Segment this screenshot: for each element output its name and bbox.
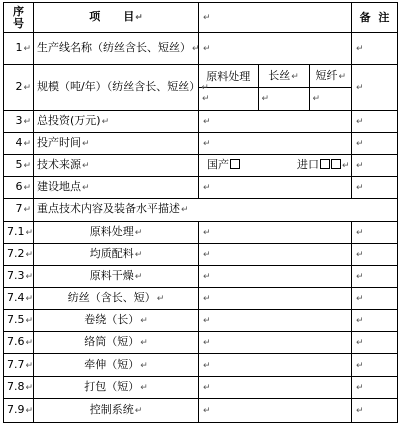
- table-row: [4, 33, 398, 65]
- return-mark: ↵: [25, 338, 34, 349]
- remark-cell[interactable]: [352, 33, 398, 65]
- row-label: [34, 243, 199, 265]
- return-mark: ↵: [134, 227, 143, 238]
- cell-text: 控制系统: [89, 402, 134, 416]
- cell-text: 长丝: [268, 68, 291, 82]
- table-row: [4, 243, 398, 265]
- row-label: [34, 265, 199, 287]
- cell-text: 7.8: [7, 379, 25, 393]
- cell-text: 重点技术内容及装备水平描述: [37, 202, 180, 216]
- subheader-staple: [309, 65, 352, 87]
- project-info-table: [3, 2, 398, 423]
- cell-text: 投产时间: [37, 135, 81, 149]
- header-remark-text: 备 注: [359, 11, 390, 25]
- return-mark: ↵: [25, 382, 34, 393]
- value-cell[interactable]: [199, 221, 352, 243]
- table-row: [4, 221, 398, 243]
- return-mark: ↵: [356, 83, 364, 94]
- return-mark: ↵: [25, 294, 34, 305]
- header-item: [34, 3, 199, 33]
- table-row: [4, 398, 398, 422]
- remark-cell[interactable]: [352, 155, 398, 177]
- scale-raw-input[interactable]: [199, 88, 258, 110]
- return-mark: ↵: [203, 405, 211, 416]
- row-label: [34, 65, 209, 110]
- cell-text: 牵伸（短）: [84, 357, 140, 371]
- return-mark: ↵: [23, 116, 31, 127]
- cell-text: 纺丝（含长、短）: [67, 291, 156, 305]
- row-number: [4, 132, 34, 154]
- value-cell[interactable]: [199, 243, 352, 265]
- value-cell[interactable]: [199, 287, 352, 309]
- row-label: [34, 132, 199, 154]
- return-mark: ↵: [140, 338, 148, 349]
- return-mark: ↵: [156, 294, 165, 305]
- return-mark: ↵: [25, 227, 34, 238]
- return-mark: ↵: [356, 44, 364, 55]
- header-blank: [199, 3, 352, 33]
- return-mark: ↵: [356, 338, 364, 349]
- row-label: [34, 110, 199, 132]
- return-mark: ↵: [203, 382, 211, 393]
- table-row: [4, 376, 398, 398]
- row-number: [4, 287, 34, 309]
- remark-cell[interactable]: [352, 243, 398, 265]
- table-row: [4, 265, 398, 287]
- value-cell[interactable]: [199, 132, 352, 154]
- row-number: [4, 65, 34, 110]
- row-number: [4, 177, 34, 199]
- return-mark: ↵: [23, 183, 31, 194]
- cell-text: 2: [15, 80, 23, 94]
- row-label: [34, 221, 199, 243]
- return-mark: ↵: [23, 83, 31, 94]
- imported-label: 进口: [297, 158, 319, 172]
- table-row: [4, 65, 398, 110]
- domestic-label: 国产: [207, 158, 229, 172]
- row-label: [34, 177, 199, 199]
- row-label: [34, 310, 199, 332]
- row-number: [4, 33, 34, 65]
- return-mark: ↵: [23, 205, 31, 216]
- return-mark: ↵: [356, 161, 364, 172]
- return-mark: ↵: [140, 360, 148, 371]
- cell-text: 技术来源: [37, 158, 81, 172]
- return-mark: ↵: [356, 116, 364, 127]
- remark-cell[interactable]: [352, 65, 398, 110]
- return-mark: ↵: [312, 94, 321, 105]
- return-mark: ↵: [25, 316, 34, 327]
- table-row: [4, 132, 398, 154]
- row-number: [4, 354, 34, 376]
- domestic-checkbox[interactable]: [230, 159, 240, 169]
- return-mark: ↵: [135, 13, 143, 24]
- scale-filament-input[interactable]: [258, 88, 309, 110]
- return-mark: ↵: [140, 316, 148, 327]
- cell-text: 7.2: [7, 246, 25, 260]
- return-mark: ↵: [342, 161, 350, 172]
- return-mark: ↵: [356, 382, 364, 393]
- row-number: [4, 155, 34, 177]
- return-mark: ↵: [203, 13, 211, 24]
- return-mark: ↵: [291, 71, 299, 82]
- return-mark: ↵: [23, 44, 31, 55]
- return-mark: ↵: [203, 138, 211, 149]
- return-mark: ↵: [203, 316, 211, 327]
- cell-text: 7.5: [7, 313, 25, 327]
- cell-text: 3: [15, 113, 23, 127]
- remark-cell[interactable]: [352, 265, 398, 287]
- row-label: [34, 354, 199, 376]
- cell-text: 7.3: [7, 268, 25, 282]
- value-cell[interactable]: [199, 332, 352, 354]
- row-number: [4, 243, 34, 265]
- row-number: [4, 376, 34, 398]
- return-mark: ↵: [140, 382, 148, 393]
- cell-text: 7.6: [7, 335, 25, 349]
- return-mark: ↵: [203, 294, 211, 305]
- cell-text: 原料处理: [206, 69, 251, 83]
- scale-staple-input[interactable]: [309, 88, 352, 110]
- return-mark: ↵: [261, 94, 270, 105]
- return-mark: ↵: [23, 161, 31, 172]
- return-mark: ↵: [356, 183, 364, 194]
- header-remark: [352, 3, 398, 33]
- table-row: [4, 177, 398, 199]
- value-cell[interactable]: [199, 376, 352, 398]
- return-mark: ↵: [25, 249, 34, 260]
- return-mark: ↵: [203, 249, 211, 260]
- row-number: [4, 310, 34, 332]
- table-row: [4, 287, 398, 309]
- cell-text: 5: [15, 158, 23, 172]
- return-mark: ↵: [82, 138, 90, 149]
- tech-source-options: [199, 155, 352, 177]
- remark-cell[interactable]: [352, 110, 398, 132]
- header-seq-text: 序号: [13, 4, 24, 30]
- remark-cell[interactable]: [352, 354, 398, 376]
- cell-text: 络筒（短）: [84, 335, 140, 349]
- return-mark: ↵: [203, 116, 211, 127]
- row-label: [34, 33, 199, 65]
- return-mark: ↵: [356, 405, 364, 416]
- return-mark: ↵: [203, 271, 211, 282]
- return-mark: ↵: [192, 44, 200, 55]
- remark-cell[interactable]: [352, 310, 398, 332]
- return-mark: ↵: [203, 360, 211, 371]
- cell-text: 4: [15, 135, 23, 149]
- cell-text: 7: [15, 202, 23, 216]
- value-cell[interactable]: [199, 110, 352, 132]
- cell-text: 总投资(万元): [37, 113, 101, 127]
- cell-text: 打包（短）: [84, 379, 140, 393]
- cell-text: 规模（吨/年）（纺丝含长、短丝）: [37, 80, 201, 94]
- return-mark: ↵: [203, 44, 211, 55]
- return-mark: ↵: [356, 138, 364, 149]
- return-mark: ↵: [25, 360, 34, 371]
- row-number: [4, 332, 34, 354]
- return-mark: ↵: [23, 138, 31, 149]
- cell-text: 原料处理: [89, 224, 134, 238]
- header-row: [4, 3, 398, 33]
- return-mark: ↵: [203, 183, 211, 194]
- row-number: [4, 110, 34, 132]
- table-row: [4, 110, 398, 132]
- return-mark: ↵: [25, 405, 34, 416]
- value-cell[interactable]: [199, 310, 352, 332]
- row-label: [34, 155, 199, 177]
- table-row: [4, 310, 398, 332]
- remark-cell[interactable]: [352, 221, 398, 243]
- return-mark: ↵: [356, 316, 364, 327]
- return-mark: ↵: [338, 71, 347, 82]
- remark-cell[interactable]: [352, 332, 398, 354]
- row-number: [4, 398, 34, 422]
- row-label: [34, 332, 199, 354]
- header-seq: [4, 3, 34, 33]
- value-cell[interactable]: [199, 265, 352, 287]
- cell-text: 6: [15, 180, 23, 194]
- cell-text: 7.9: [7, 402, 25, 416]
- table-row: [4, 332, 398, 354]
- return-mark: ↵: [82, 161, 90, 172]
- return-mark: ↵: [134, 405, 143, 416]
- section-label: [34, 199, 398, 221]
- header-item-text: 项 目: [89, 10, 135, 24]
- return-mark: ↵: [356, 360, 364, 371]
- return-mark: ↵: [356, 249, 364, 260]
- row-label: [34, 398, 199, 422]
- cell-text: 生产线名称（纺丝含长、短丝）: [37, 41, 191, 55]
- table-row: [4, 354, 398, 376]
- value-cell[interactable]: [199, 177, 352, 199]
- cell-text: 7.7: [7, 357, 25, 371]
- imported-checkbox[interactable]: [320, 159, 330, 169]
- return-mark: ↵: [101, 116, 110, 127]
- cell-text: 建设地点: [37, 180, 81, 194]
- remark-cell[interactable]: [352, 398, 398, 422]
- row-label: [34, 376, 199, 398]
- remark-cell[interactable]: [352, 287, 398, 309]
- return-mark: ↵: [203, 338, 211, 349]
- return-mark: ↵: [356, 294, 364, 305]
- value-cell[interactable]: [199, 354, 352, 376]
- return-mark: ↵: [203, 227, 211, 238]
- table-row: [4, 155, 398, 177]
- cell-text: 7.4: [7, 291, 25, 305]
- return-mark: ↵: [202, 94, 210, 105]
- cell-text: 7.1: [7, 224, 25, 238]
- row-number: [4, 265, 34, 287]
- scale-subtable: [199, 65, 352, 109]
- remark-cell[interactable]: [352, 132, 398, 154]
- remark-cell[interactable]: [352, 376, 398, 398]
- value-cell[interactable]: [199, 398, 352, 422]
- return-mark: ↵: [356, 271, 364, 282]
- value-cell[interactable]: [199, 33, 352, 65]
- cell-text: 1: [15, 41, 23, 55]
- return-mark: ↵: [25, 271, 34, 282]
- subheader-filament: [258, 65, 309, 87]
- return-mark: ↵: [134, 271, 143, 282]
- return-mark: ↵: [356, 227, 364, 238]
- table-row: [4, 199, 398, 221]
- cell-text: 原料干燥: [89, 268, 134, 282]
- return-mark: ↵: [82, 183, 90, 194]
- row-number: [4, 199, 34, 221]
- row-label: [34, 287, 199, 309]
- row-number: [4, 221, 34, 243]
- imported-checkbox-extra: [331, 159, 341, 169]
- cell-text: 均质配料: [89, 246, 134, 260]
- cell-text: 卷绕（长）: [84, 313, 140, 327]
- return-mark: ↵: [201, 83, 209, 94]
- cell-text: 短纤: [315, 68, 338, 82]
- return-mark: ↵: [181, 205, 189, 216]
- return-mark: ↵: [134, 249, 143, 260]
- scale-subtable-cell: [199, 65, 352, 110]
- remark-cell[interactable]: [352, 177, 398, 199]
